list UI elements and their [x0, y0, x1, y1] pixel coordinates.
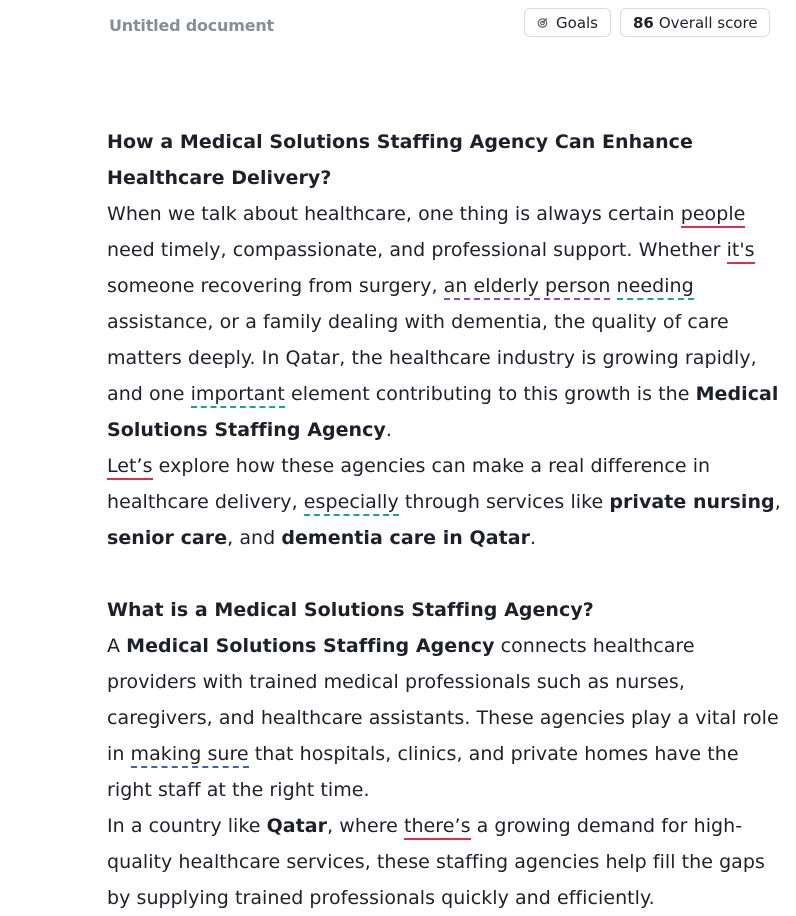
- suggestion-clarity[interactable]: important: [191, 383, 285, 408]
- suggestion-engagement[interactable]: an elderly person: [444, 275, 611, 300]
- suggestion-correctness[interactable]: Let’s: [107, 455, 153, 480]
- bold-text: Qatar: [266, 815, 328, 837]
- heading-2: What is a Medical Solutions Staffing Agency?: [107, 599, 594, 621]
- paragraph-2: [107, 448, 787, 556]
- text: ,: [774, 491, 781, 513]
- score-value: 86: [633, 13, 654, 32]
- paragraph-1: [107, 196, 787, 448]
- top-bar: [0, 0, 796, 56]
- goals-button[interactable]: [524, 8, 611, 37]
- text: [610, 275, 616, 297]
- document-title[interactable]: Untitled document: [109, 16, 275, 35]
- text: explore how these agencies can make a real difference in healthcare delivery,: [107, 455, 711, 513]
- text: A: [107, 635, 127, 657]
- document-body[interactable]: [107, 124, 787, 916]
- text: that hospitals, clinics, and private homes have the right staff at the right time.: [107, 743, 739, 801]
- text: In a country like: [107, 815, 267, 837]
- suggestion-correctness[interactable]: there’s: [404, 815, 471, 840]
- paragraph-4: [107, 808, 787, 916]
- text: When we talk about healthcare, one thing is always certain: [107, 203, 681, 225]
- text: through services like: [398, 491, 610, 513]
- bold-text: Medical Solutions Staffing Agency: [107, 383, 779, 441]
- text: connects healthcare providers with trained medical professionals such as nurses, caregivers, and healthcare assistants. These agencies play a vital role in: [107, 635, 779, 765]
- suggestion-correctness[interactable]: people: [681, 203, 746, 228]
- bold-text: senior care: [107, 527, 228, 549]
- suggestion-clarity[interactable]: especially: [304, 491, 399, 516]
- goals-label: Goals: [556, 13, 598, 32]
- suggestion-delivery[interactable]: making sure: [131, 743, 249, 768]
- text: .: [530, 527, 537, 549]
- paragraph-3: [107, 628, 787, 808]
- bold-text: Medical Solutions Staffing Agency: [126, 635, 495, 657]
- target-icon: [537, 17, 548, 29]
- text: .: [385, 419, 392, 441]
- bold-text: dementia care in Qatar: [281, 527, 531, 549]
- text: , and: [227, 527, 282, 549]
- heading-1: How a Medical Solutions Staffing Agency Can Enhance Healthcare Delivery?: [107, 131, 693, 189]
- suggestion-correctness[interactable]: it's: [727, 239, 755, 264]
- bold-text: private nursing: [609, 491, 775, 513]
- score-label: Overall score: [658, 13, 758, 32]
- overall-score-button[interactable]: [620, 8, 770, 37]
- text: assistance, or a family dealing with dementia, the quality of care matters deeply. In Qatar, the healthcare industry is growing rapidly, and one: [107, 311, 757, 405]
- text: element contributing to this growth is the: [284, 383, 696, 405]
- suggestion-clarity[interactable]: needing: [617, 275, 694, 300]
- text: , where: [327, 815, 404, 837]
- empty-line: [107, 556, 787, 592]
- text: need timely, compassionate, and professional support. Whether: [107, 239, 727, 261]
- text: someone recovering from surgery,: [107, 275, 444, 297]
- text: a growing demand for high-quality healthcare services, these staffing agencies help fill the gaps by supplying trained professionals quickly and efficiently.: [107, 815, 765, 909]
